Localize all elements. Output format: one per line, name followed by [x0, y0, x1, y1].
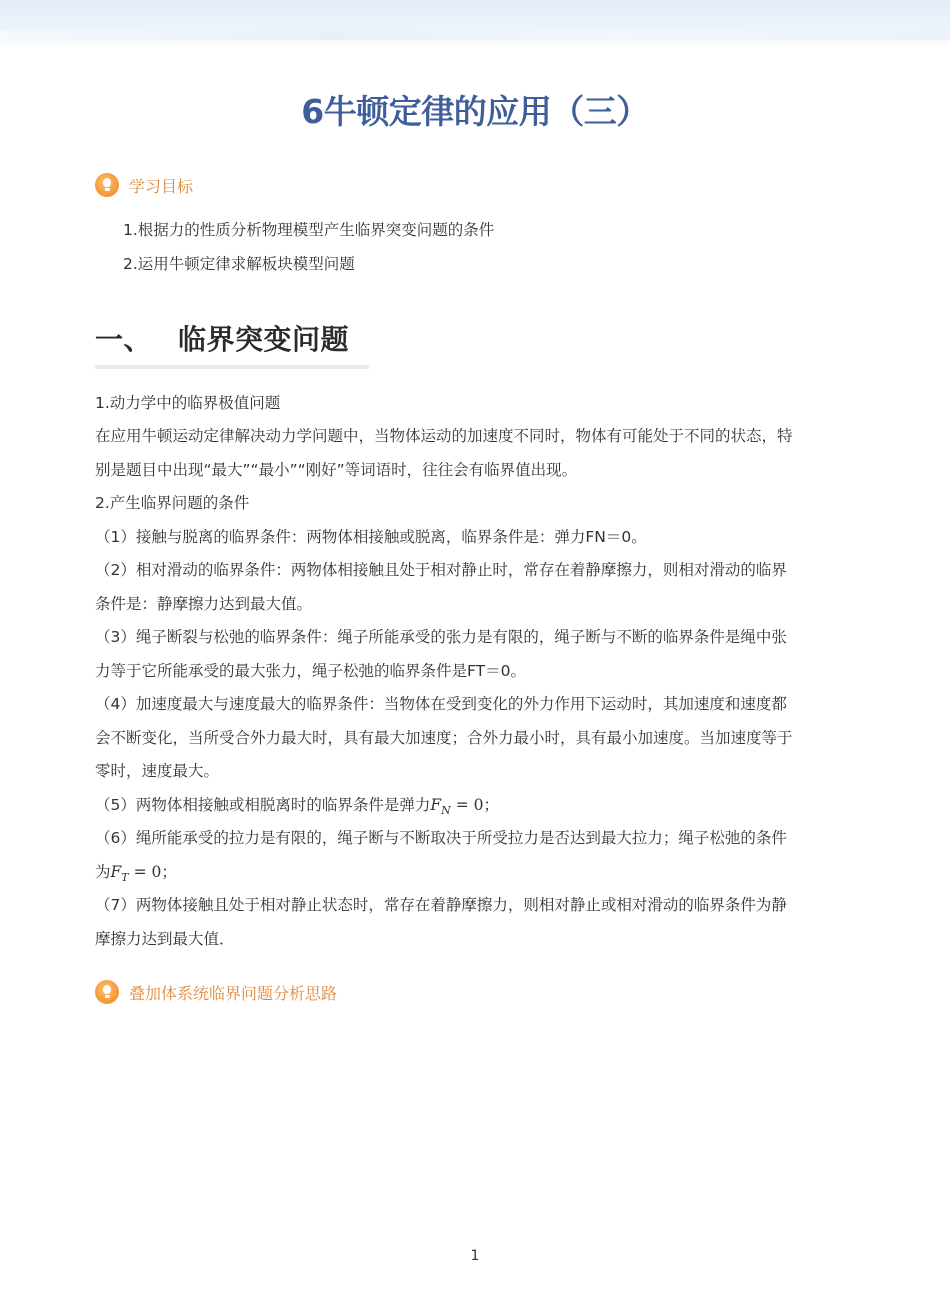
lightbulb-icon [95, 980, 119, 1004]
formula-text: ； [161, 863, 177, 881]
formula-FN [430, 796, 484, 818]
body-line: 摩擦力达到最大值． [95, 930, 235, 948]
header-banner [0, 0, 950, 48]
lightbulb-icon [95, 173, 119, 197]
section-number: 一、 [95, 323, 153, 356]
body-line: 零时，速度最大。 [95, 762, 220, 780]
formula-relation: = 0 [455, 796, 484, 814]
section-title: 临界突变问题 [178, 323, 350, 356]
section-underline [95, 365, 369, 369]
learning-goals-tag [95, 173, 193, 197]
section-heading [95, 318, 349, 358]
analysis-subheading-label: 叠加体系统临界问题分析思路 [129, 983, 338, 1003]
body-line: （7）两物体接触且处于相对静止状态时，常存在着静摩擦力，则相对静止或相对滑动的临界条件为静 [95, 896, 787, 914]
formula-text: ； [483, 796, 499, 814]
body-line: （4）加速度最大与速度最大的临界条件：当物体在受到变化的外力作用下运动时，其加速度和速度都 [95, 695, 787, 713]
body-line: 在应用牛顿运动定律解决动力学问题中，当物体运动的加速度不同时，物体有可能处于不同的状态，特 [95, 427, 793, 445]
formula-var: F [430, 796, 442, 814]
body-line: 2.产生临界问题的条件 [95, 494, 250, 512]
body-line: （2）相对滑动的临界条件：两物体相接触且处于相对静止时，常存在着静摩擦力，则相对滑动的临界 [95, 561, 787, 579]
body-line-formula [95, 793, 499, 817]
formula-sub: N [441, 804, 451, 818]
body-line: 力等于它所能承受的最大张力，绳子松弛的临界条件是FT＝0。 [95, 662, 526, 680]
page-number: 1 [470, 1248, 480, 1264]
formula-relation: = 0 [133, 863, 162, 881]
body-line: 别是题目中出现“最大”“最小”“刚好”等词语时，往往会有临界值出现。 [95, 461, 578, 479]
body-line: 会不断变化，当所受合外力最大时，具有最大加速度；合外力最小时，具有最小加速度。当加速度等于 [95, 729, 793, 747]
body-line: （3）绳子断裂与松弛的临界条件：绳子所能承受的张力是有限的，绳子断与不断的临界条件是绳中张 [95, 628, 787, 646]
body-line: 1.动力学中的临界极值问题 [95, 394, 281, 412]
formula-text: 为 [95, 863, 111, 881]
body-line-formula [95, 860, 177, 884]
body-line: （6）绳所能承受的拉力是有限的，绳子断与不断取决于所受拉力是否达到最大拉力；绳子松弛的条件 [95, 829, 787, 847]
document-title: 6牛顿定律的应用（三） [301, 92, 649, 131]
formula-var: F [110, 863, 122, 881]
analysis-subheading-tag [95, 980, 337, 1004]
formula-sub: T [121, 871, 129, 885]
body-line: （1）接触与脱离的临界条件：两物体相接触或脱离，临界条件是：弹力FN＝0。 [95, 528, 647, 546]
formula-FT [110, 863, 162, 885]
formula-text: （5）两物体相接触或相脱离时的临界条件是弹力 [95, 796, 431, 814]
learning-goals-label: 学习目标 [129, 176, 194, 196]
body-line: 条件是：静摩擦力达到最大值。 [95, 595, 313, 613]
learning-goal-item: 2.运用牛顿定律求解板块模型问题 [123, 255, 355, 273]
learning-goal-item: 1.根据力的性质分析物理模型产生临界突变问题的条件 [123, 221, 495, 239]
